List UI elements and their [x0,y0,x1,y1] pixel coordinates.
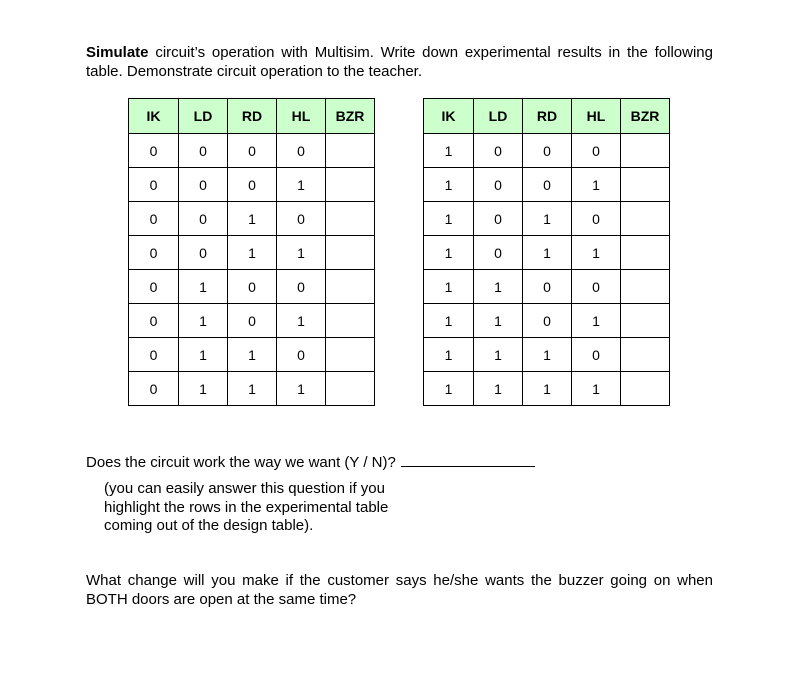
cell-bzr-entry[interactable] [326,236,375,270]
cell-ik: 1 [424,236,474,270]
cell-rd: 1 [228,236,277,270]
cell-ld: 1 [474,338,523,372]
cell-ik: 0 [129,134,179,168]
cell-ik: 1 [424,134,474,168]
cell-bzr-entry[interactable] [326,168,375,202]
cell-ld: 1 [474,372,523,406]
cell-ik: 0 [129,168,179,202]
cell-hl: 0 [277,270,326,304]
table-row [129,304,375,338]
cell-ik: 0 [129,236,179,270]
truth-table-ik1 [423,98,670,406]
cell-rd: 0 [523,168,572,202]
cell-hl: 0 [572,338,621,372]
cell-bzr-entry[interactable] [621,372,670,406]
cell-hl: 1 [572,168,621,202]
cell-rd: 0 [228,168,277,202]
table-row [424,202,670,236]
cell-hl: 1 [572,372,621,406]
cell-ik: 0 [129,202,179,236]
cell-bzr-entry[interactable] [621,304,670,338]
cell-bzr-entry[interactable] [621,270,670,304]
cell-rd: 1 [523,338,572,372]
cell-rd: 1 [228,372,277,406]
cell-bzr-entry[interactable] [621,168,670,202]
cell-bzr-entry[interactable] [326,134,375,168]
cell-ld: 0 [474,236,523,270]
table-row [129,338,375,372]
column-header-hl: HL [277,99,326,134]
cell-ik: 0 [129,338,179,372]
cell-ld: 0 [474,134,523,168]
cell-ld: 0 [179,134,228,168]
cell-ik: 0 [129,372,179,406]
cell-rd: 1 [228,338,277,372]
table-row [424,372,670,406]
cell-ld: 1 [179,338,228,372]
hint-line: coming out of the design table). [104,517,314,534]
cell-rd: 1 [523,372,572,406]
cell-ik: 1 [424,338,474,372]
hint-paragraph [104,480,424,536]
cell-hl: 0 [277,202,326,236]
column-header-ld: LD [179,99,228,134]
table-row [424,168,670,202]
table-row [129,270,375,304]
cell-hl: 0 [572,270,621,304]
cell-rd: 0 [523,134,572,168]
cell-ld: 0 [474,202,523,236]
answer-blank-line[interactable] [401,452,535,467]
table-row [424,338,670,372]
cell-rd: 0 [228,134,277,168]
cell-rd: 0 [523,270,572,304]
cell-rd: 0 [228,270,277,304]
cell-hl: 0 [277,134,326,168]
cell-bzr-entry[interactable] [326,270,375,304]
cell-bzr-entry[interactable] [621,236,670,270]
column-header-bzr: BZR [326,99,375,134]
table-row [129,236,375,270]
cell-hl: 1 [277,168,326,202]
table-row [129,202,375,236]
cell-ik: 1 [424,168,474,202]
cell-hl: 1 [277,236,326,270]
cell-hl: 1 [277,304,326,338]
column-header-ik: IK [129,99,179,134]
cell-hl: 0 [572,134,621,168]
cell-ik: 1 [424,202,474,236]
cell-ik: 1 [424,270,474,304]
column-header-ik: IK [424,99,474,134]
instructions-bold-word: Simulate [86,44,149,61]
table-header-row [129,99,375,134]
circuit-works-question [86,452,535,472]
cell-ik: 1 [424,372,474,406]
cell-rd: 0 [228,304,277,338]
cell-ld: 0 [179,236,228,270]
table-row [129,134,375,168]
cell-ik: 0 [129,304,179,338]
column-header-hl: HL [572,99,621,134]
cell-bzr-entry[interactable] [326,372,375,406]
column-header-bzr: BZR [621,99,670,134]
cell-ld: 1 [474,270,523,304]
cell-ik: 1 [424,304,474,338]
table-row [424,236,670,270]
cell-hl: 0 [572,202,621,236]
cell-hl: 1 [572,236,621,270]
hint-line: highlight the rows in the experimental table [104,498,389,516]
table-row [424,304,670,338]
cell-rd: 1 [523,236,572,270]
cell-ld: 0 [179,202,228,236]
cell-bzr-entry[interactable] [326,202,375,236]
instructions-text: circuit’s operation with Multisim. Write down experimental results in the following table. Demonstrate circuit operation to the teacher. [86,44,713,80]
hint-line: (you can easily answer this question if you [104,480,385,497]
column-header-ld: LD [474,99,523,134]
truth-table-ik0 [128,98,375,406]
table-row [129,168,375,202]
cell-hl: 0 [277,338,326,372]
table-row [129,372,375,406]
cell-bzr-entry[interactable] [621,338,670,372]
cell-bzr-entry[interactable] [326,304,375,338]
cell-rd: 0 [523,304,572,338]
table-header-row [424,99,670,134]
cell-hl: 1 [572,304,621,338]
buzzer-change-question: What change will you make if the customer says he/she wants the buzzer going on when BOTH doors are open at the same time? [86,572,713,608]
cell-rd: 1 [228,202,277,236]
table-row [424,270,670,304]
instructions-paragraph [86,43,713,81]
table-row [424,134,670,168]
cell-ld: 1 [179,372,228,406]
column-header-rd: RD [523,99,572,134]
cell-bzr-entry[interactable] [621,134,670,168]
cell-ld: 0 [474,168,523,202]
cell-ld: 1 [179,270,228,304]
column-header-rd: RD [228,99,277,134]
cell-rd: 1 [523,202,572,236]
cell-ld: 1 [179,304,228,338]
cell-bzr-entry[interactable] [621,202,670,236]
circuit-works-question-text: Does the circuit work the way we want (Y / N)? [86,454,396,471]
cell-hl: 1 [277,372,326,406]
cell-ik: 0 [129,270,179,304]
cell-bzr-entry[interactable] [326,338,375,372]
cell-ld: 0 [179,168,228,202]
cell-ld: 1 [474,304,523,338]
